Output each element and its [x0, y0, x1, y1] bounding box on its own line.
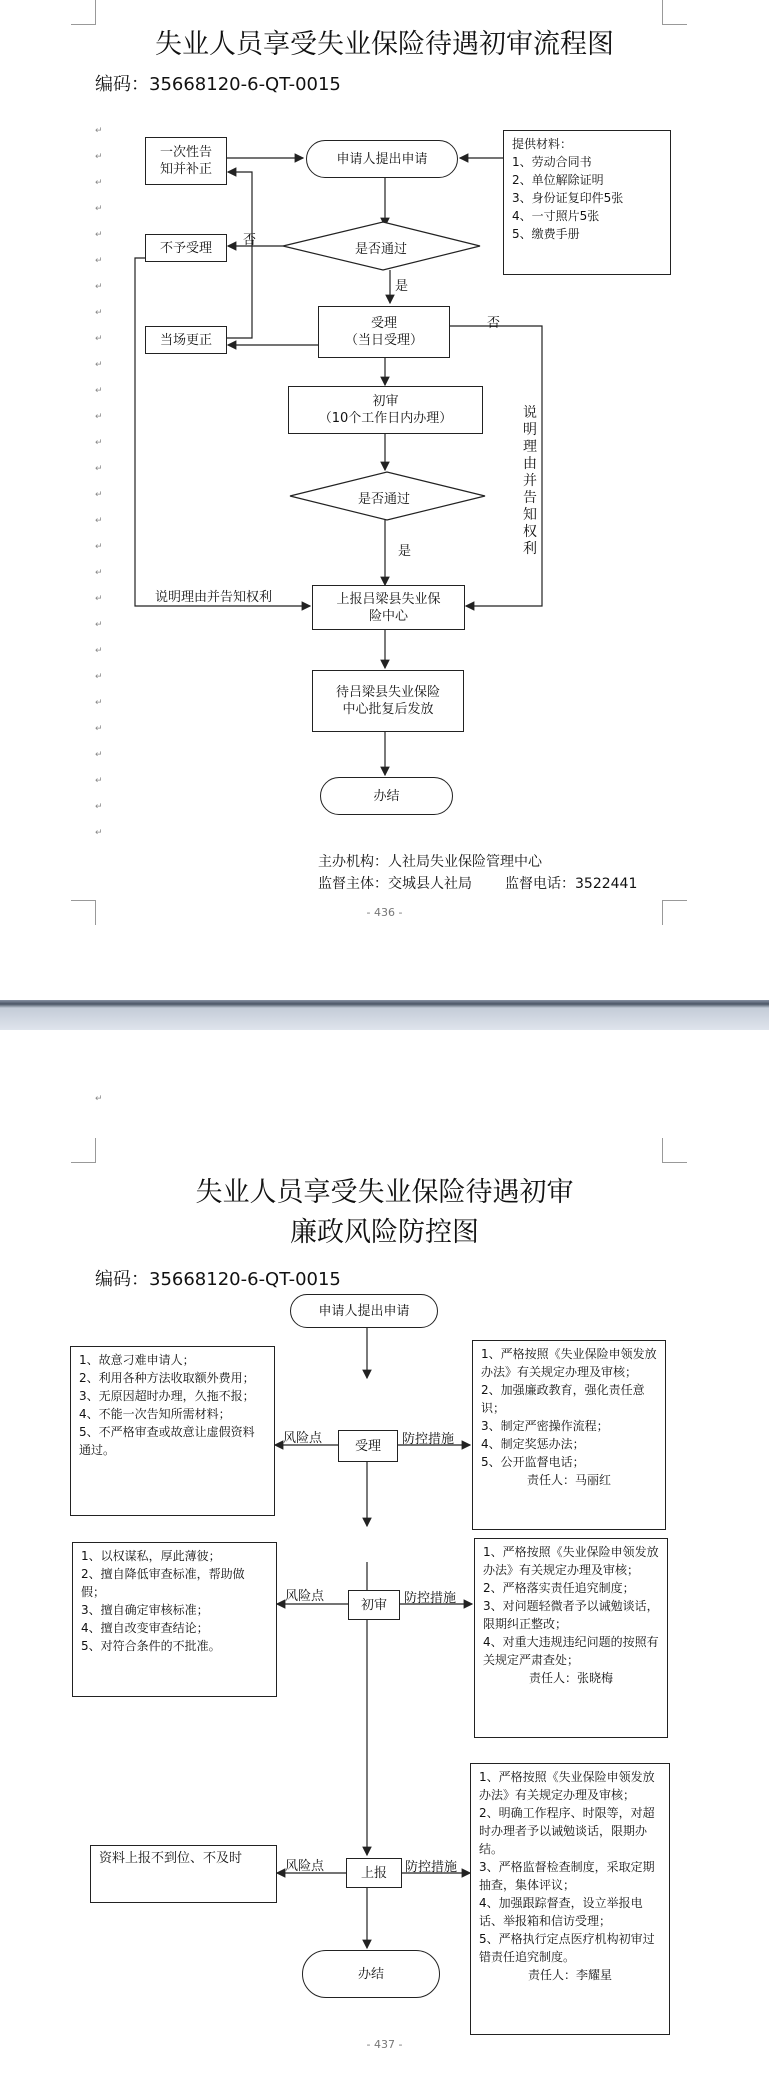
notify-once-node — [145, 137, 227, 185]
risk-label: 风险点 — [285, 1859, 325, 1874]
risk-item: 5、对符合条件的不批准。 — [81, 1639, 221, 1653]
finish-node — [302, 1950, 440, 1998]
document-code: 编码：35668120-6-QT-0015 — [95, 74, 341, 95]
accept-node — [318, 306, 450, 358]
page-title-line2: 廉政风险防控图 — [290, 1217, 479, 1248]
step-accept — [338, 1430, 398, 1462]
accept-line: 受理 — [370, 316, 397, 331]
apply-text: 申请人提出申请 — [318, 1303, 410, 1319]
page-title: 失业人员享受失业保险待遇初审流程图 — [155, 29, 614, 60]
control-item: 1、严格按照《失业保险申领发放办法》有关规定办理及审核； — [481, 1347, 657, 1379]
paragraph-marks: ↵ — [95, 1094, 103, 1104]
step-review — [348, 1590, 400, 1620]
control-item: 3、制定严密操作流程； — [481, 1419, 609, 1433]
risk-item: 1、故意刁难申请人； — [79, 1353, 195, 1367]
controls-report-box — [470, 1763, 670, 2035]
risk-label: 风险点 — [283, 1431, 323, 1446]
risk-item: 2、利用各种方法收取额外费用； — [79, 1371, 255, 1385]
control-item: 2、加强廉政教育，强化责任意识； — [481, 1383, 645, 1415]
explain-notify-label: 说明理由并告知权利 — [155, 590, 273, 605]
materials-box — [503, 130, 671, 275]
report-line: 险中心 — [368, 608, 408, 624]
decision-2-label: 是否通过 — [358, 492, 411, 507]
finish-node — [320, 777, 453, 815]
risk-label: 风险点 — [285, 1589, 325, 1604]
step-report — [346, 1858, 402, 1888]
reject-text: 不予受理 — [159, 240, 212, 256]
report-line: 上报吕梁县失业保 — [336, 591, 441, 607]
control-item: 3、对问题轻微者予以诫勉谈话，限期纠正整改； — [483, 1599, 659, 1631]
control-item: 4、制定奖惩办法； — [481, 1437, 585, 1451]
page-number: - 437 - — [366, 2038, 403, 2051]
correct-onsite-node — [145, 326, 227, 354]
step-report-text: 上报 — [360, 1865, 387, 1881]
apply-node — [290, 1294, 438, 1328]
supervisor-text: 监督主体：交城县人社局 — [318, 876, 472, 892]
risk-item: 3、擅自确定审核标准； — [81, 1603, 209, 1617]
control-item: 1、严格按照《失业保险申领发放办法》有关规定办理及审核； — [479, 1770, 655, 1802]
risk-item: 5、不严格审查或故意让虚假资料通过。 — [79, 1425, 255, 1457]
control-item: 5、严格执行定点医疗机构初审过错责任追究制度。 — [479, 1932, 655, 1964]
risk-item: 1、以权谋私，厚此薄彼； — [81, 1549, 221, 1563]
notify-once-line: 知并补正 — [159, 162, 212, 177]
page-436 — [0, 0, 769, 1000]
risks-accept-box — [70, 1346, 275, 1516]
risk-item: 2、擅自降低审查标准，帮助做假； — [81, 1567, 245, 1599]
material-item: 3、身份证复印件5张 — [512, 191, 624, 205]
control-label: 防控措施 — [404, 1591, 457, 1606]
first-review-line: （10个工作日内办理） — [318, 411, 453, 426]
material-item: 5、缴费手册 — [512, 227, 580, 241]
risk-item: 4、擅自改变审查结论； — [81, 1621, 209, 1635]
yes-label: 是 — [395, 279, 409, 294]
report-node — [312, 585, 465, 630]
no-label: 否 — [243, 233, 257, 248]
control-item: 3、严格监督检查制度，采取定期抽查，集体评议； — [479, 1860, 655, 1892]
material-item: 1、劳动合同书 — [512, 155, 592, 169]
finish-text: 办结 — [357, 1966, 384, 1982]
accept-line: （当日受理） — [344, 333, 423, 348]
controls-accept-box — [472, 1340, 666, 1530]
control-item: 2、明确工作程序、时限等，对超时办理者予以诫勉谈话，限期办结。 — [479, 1806, 655, 1856]
responsible-person: 责任人：张晓梅 — [528, 1671, 613, 1685]
await-line: 中心批复后发放 — [342, 702, 434, 717]
risk-item: 3、无原因超时办理，久拖不报； — [79, 1389, 255, 1403]
first-review-node — [288, 386, 483, 434]
risk-item: 资料上报不到位、不及时 — [99, 1851, 243, 1866]
first-review-line: 初审 — [372, 394, 399, 409]
page-separator — [0, 1000, 769, 1030]
risk-item: 4、不能一次告知所需材料； — [79, 1407, 231, 1421]
page-title-line1: 失业人员享受失业保险待遇初审 — [195, 1177, 574, 1208]
control-item: 4、加强跟踪督查，设立举报电话、举报箱和信访受理； — [479, 1896, 643, 1928]
page-number: - 436 - — [366, 906, 403, 919]
page-437 — [0, 1030, 769, 2097]
apply-text: 申请人提出申请 — [336, 151, 428, 167]
finish-text: 办结 — [373, 788, 400, 804]
document-code: 编码：35668120-6-QT-0015 — [95, 1269, 341, 1290]
apply-node — [306, 140, 458, 178]
responsible-person: 责任人：李耀星 — [527, 1968, 612, 1982]
control-item: 2、严格落实责任追究制度； — [483, 1581, 635, 1595]
correct-onsite-text: 当场更正 — [159, 332, 212, 348]
responsible-person: 责任人：马丽红 — [526, 1473, 611, 1487]
no-label-2: 否 — [487, 316, 501, 331]
explain-notify-vertical: 说明理由并告知权利 — [523, 405, 537, 557]
await-node — [312, 670, 464, 732]
paragraph-marks: ↵ ↵ ↵ ↵ ↵ ↵ ↵ ↵ ↵ ↵ ↵ ↵ ↵ ↵ ↵ ↵ ↵ ↵ ↵ ↵ ↵ ↵ ↵ ↵ ↵ ↵ ↵ ↵ — [95, 126, 103, 838]
material-item: 2、单位解除证明 — [512, 173, 604, 187]
materials-title: 提供材料： — [512, 137, 573, 151]
decision-1-label: 是否通过 — [355, 242, 408, 257]
step-accept-text: 受理 — [354, 1438, 381, 1454]
controls-review-box — [474, 1538, 668, 1738]
step-review-text: 初审 — [360, 1597, 387, 1613]
reject-node — [145, 234, 227, 262]
organizer-text: 主办机构：人社局失业保险管理中心 — [318, 854, 542, 870]
control-label: 防控措施 — [402, 1432, 455, 1447]
risks-review-box — [72, 1542, 277, 1697]
control-item: 4、对重大违规违纪问题的按照有关规定严肃查处； — [483, 1635, 659, 1667]
material-item: 4、一寸照片5张 — [512, 209, 600, 223]
notify-once-line: 一次性告 — [159, 145, 212, 160]
yes-label-2: 是 — [398, 544, 412, 559]
control-item: 1、严格按照《失业保险申领发放办法》有关规定办理及审核； — [483, 1545, 659, 1577]
control-item: 5、公开监督电话； — [481, 1455, 585, 1469]
await-line: 待吕梁县失业保险 — [335, 685, 440, 700]
control-label: 防控措施 — [405, 1860, 458, 1875]
phone-text: 监督电话：3522441 — [505, 876, 638, 892]
risks-report-box — [90, 1845, 277, 1903]
